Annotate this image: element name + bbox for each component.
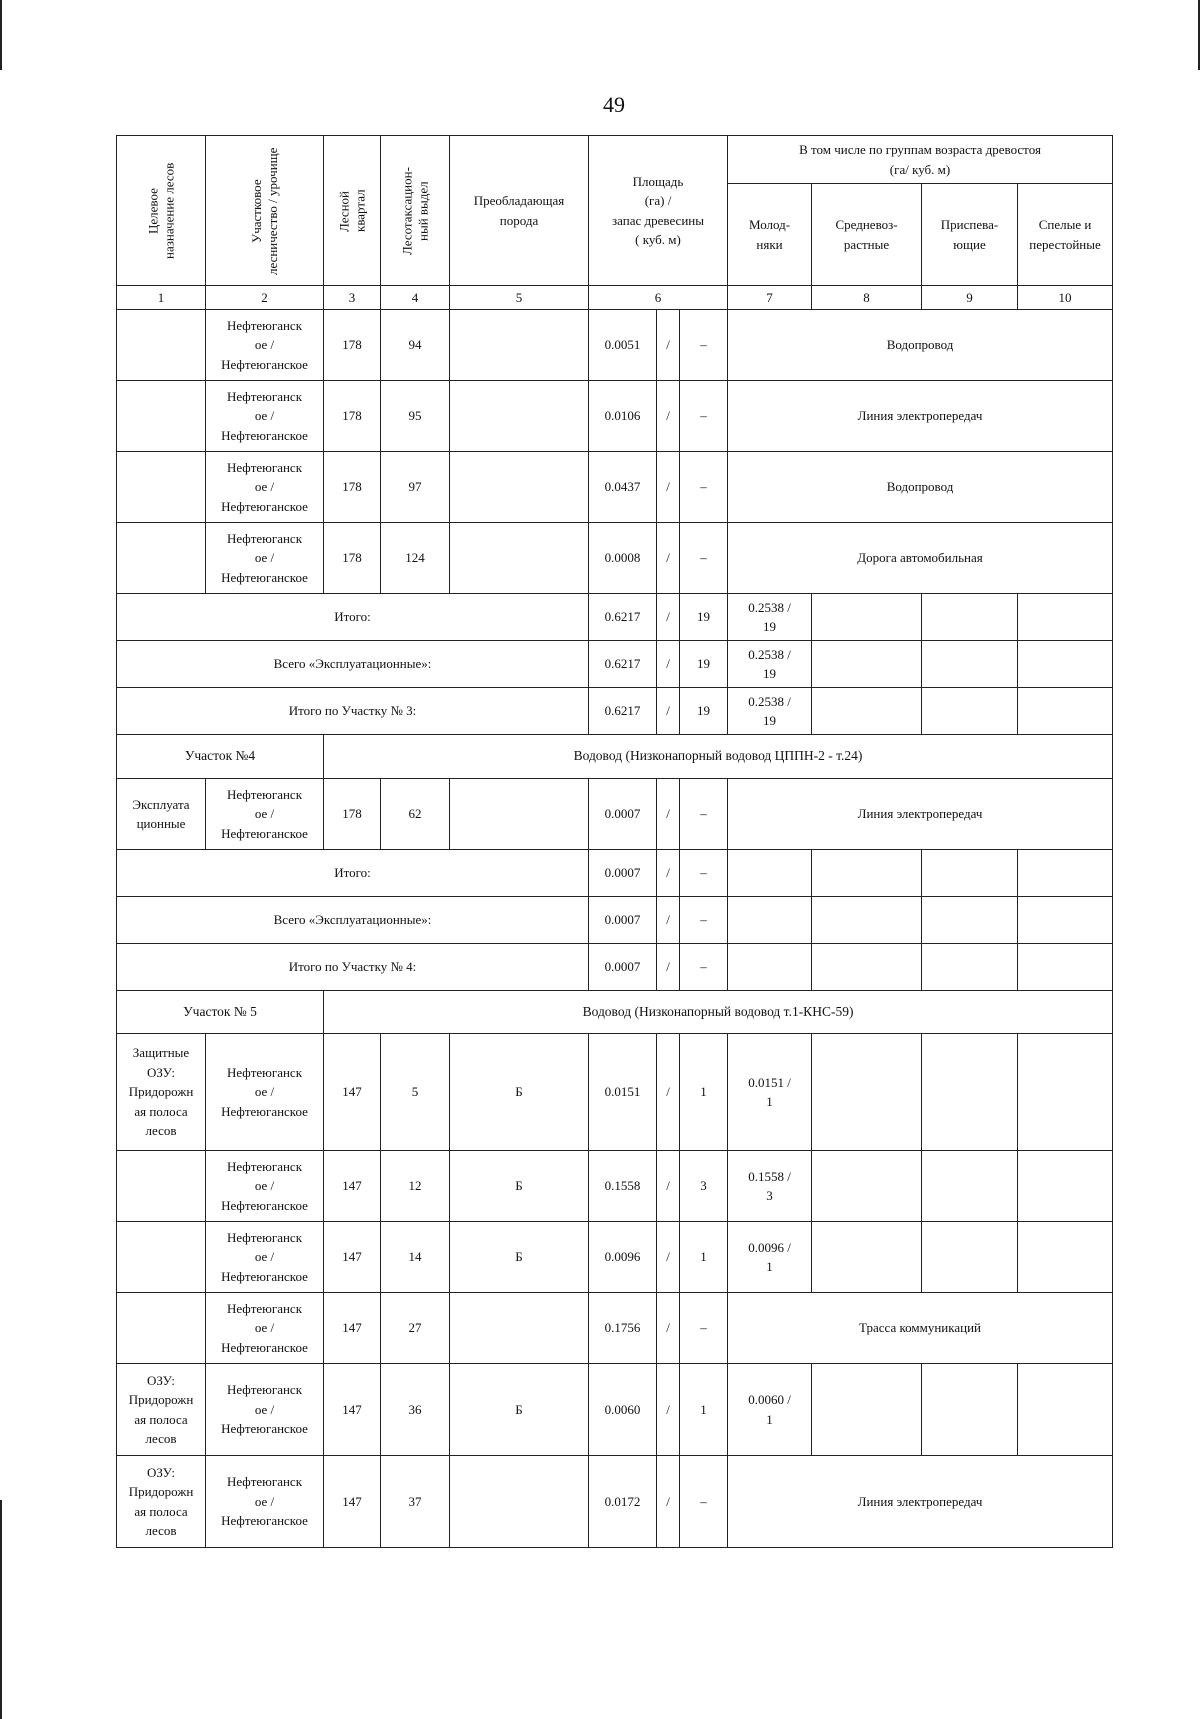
cell-stock: – <box>680 1293 728 1364</box>
cell-quarter: 178 <box>324 523 381 594</box>
total-label: Итого: <box>117 850 589 897</box>
cell-vydel: 14 <box>381 1222 450 1293</box>
cell-stock: – <box>680 452 728 523</box>
cell-area-separator: / <box>657 1222 680 1293</box>
cell-forestry: Нефтеюганск ое / Нефтеюганское <box>206 381 324 452</box>
cell-area: 0.6217 <box>589 641 657 688</box>
cell-purpose <box>117 452 206 523</box>
table-row <box>117 1456 1113 1548</box>
section-title: Водовод (Низконапорный водовод ЦППН-2 - т.24) <box>324 735 1113 779</box>
page-number: 49 <box>603 92 625 117</box>
cell-purpose-note: Линия электропередач <box>728 381 1113 452</box>
cell-maturing <box>922 1364 1018 1456</box>
cell-area: 0.1558 <box>589 1151 657 1222</box>
column-index: 4 <box>381 286 450 310</box>
cell-quarter: 147 <box>324 1456 381 1548</box>
cell-young <box>728 944 812 991</box>
total-row <box>117 641 1113 688</box>
header-forest-quarter: Лесной квартал <box>324 136 381 286</box>
cell-area-separator: / <box>657 310 680 381</box>
section-row <box>117 735 1113 779</box>
cell-area: 0.6217 <box>589 688 657 735</box>
cell-purpose: Защитные ОЗУ: Придорожн ая полоса лесов <box>117 1034 206 1151</box>
cell-young <box>728 897 812 944</box>
column-index: 2 <box>206 286 324 310</box>
section-plot-label: Участок № 5 <box>117 991 324 1034</box>
total-label: Всего «Эксплуатационные»: <box>117 641 589 688</box>
cell-area-separator: / <box>657 779 680 850</box>
cell-vydel: 36 <box>381 1364 450 1456</box>
cell-area-separator: / <box>657 641 680 688</box>
left-margin-line <box>0 0 2 70</box>
cell-young: 0.0151 / 1 <box>728 1034 812 1151</box>
cell-forestry: Нефтеюганск ое / Нефтеюганское <box>206 452 324 523</box>
cell-species: Б <box>450 1222 589 1293</box>
cell-quarter: 147 <box>324 1293 381 1364</box>
cell-area: 0.0051 <box>589 310 657 381</box>
cell-purpose: ОЗУ: Придорожн ая полоса лесов <box>117 1456 206 1548</box>
cell-species <box>450 1293 589 1364</box>
cell-stock: 19 <box>680 641 728 688</box>
cell-young: 0.2538 / 19 <box>728 594 812 641</box>
cell-forestry: Нефтеюганск ое / Нефтеюганское <box>206 1222 324 1293</box>
header-young: Молод- няки <box>728 184 812 286</box>
cell-mature <box>1018 1034 1113 1151</box>
cell-purpose-note: Водопровод <box>728 452 1113 523</box>
cell-purpose <box>117 1293 206 1364</box>
cell-maturing <box>922 1034 1018 1151</box>
cell-middle-aged <box>812 1222 922 1293</box>
cell-area-separator: / <box>657 944 680 991</box>
cell-middle-aged <box>812 1364 922 1456</box>
cell-quarter: 178 <box>324 310 381 381</box>
total-row <box>117 594 1113 641</box>
column-index: 6 <box>589 286 728 310</box>
header-row-top <box>117 136 1113 184</box>
section-plot-label: Участок №4 <box>117 735 324 779</box>
cell-forestry: Нефтеюганск ое / Нефтеюганское <box>206 1293 324 1364</box>
cell-forestry: Нефтеюганск ое / Нефтеюганское <box>206 1364 324 1456</box>
table-row <box>117 381 1113 452</box>
total-row <box>117 944 1113 991</box>
cell-maturing <box>922 1151 1018 1222</box>
table-row <box>117 1293 1113 1364</box>
column-index: 1 <box>117 286 206 310</box>
cell-vydel: 5 <box>381 1034 450 1151</box>
cell-mature <box>1018 1364 1113 1456</box>
cell-species <box>450 779 589 850</box>
total-label: Итого по Участку № 4: <box>117 944 589 991</box>
column-index: 9 <box>922 286 1018 310</box>
cell-area-separator: / <box>657 1364 680 1456</box>
cell-area: 0.0007 <box>589 944 657 991</box>
cell-stock: – <box>680 897 728 944</box>
cell-quarter: 178 <box>324 452 381 523</box>
total-label: Всего «Эксплуатационные»: <box>117 897 589 944</box>
cell-stock: – <box>680 779 728 850</box>
cell-stock: – <box>680 310 728 381</box>
cell-middle-aged <box>812 1034 922 1151</box>
column-index-row <box>117 286 1113 310</box>
table-row <box>117 310 1113 381</box>
cell-stock: – <box>680 850 728 897</box>
cell-quarter: 147 <box>324 1151 381 1222</box>
cell-area-separator: / <box>657 1151 680 1222</box>
header-taxation-unit: Лесотаксацион- ный выдел <box>381 136 450 286</box>
left-margin-line <box>0 1500 2 1719</box>
forest-table <box>116 135 1113 1548</box>
cell-quarter: 147 <box>324 1034 381 1151</box>
cell-species <box>450 381 589 452</box>
cell-area-separator: / <box>657 594 680 641</box>
cell-area-separator: / <box>657 523 680 594</box>
section-row <box>117 991 1113 1034</box>
cell-area: 0.0437 <box>589 452 657 523</box>
header-area-stock: Площадь (га) / запас древесины ( куб. м) <box>589 136 728 286</box>
cell-maturing <box>922 1222 1018 1293</box>
header-mature-overmature: Спелые и перестойные <box>1018 184 1113 286</box>
cell-mature <box>1018 850 1113 897</box>
cell-area: 0.0106 <box>589 381 657 452</box>
cell-area-separator: / <box>657 381 680 452</box>
cell-maturing <box>922 850 1018 897</box>
cell-forestry: Нефтеюганск ое / Нефтеюганское <box>206 1151 324 1222</box>
cell-maturing <box>922 897 1018 944</box>
cell-purpose-note: Трасса коммуникаций <box>728 1293 1113 1364</box>
cell-middle-aged <box>812 641 922 688</box>
cell-area: 0.1756 <box>589 1293 657 1364</box>
table-row <box>117 523 1113 594</box>
cell-stock: 19 <box>680 594 728 641</box>
cell-young <box>728 850 812 897</box>
total-label: Итого по Участку № 3: <box>117 688 589 735</box>
cell-vydel: 94 <box>381 310 450 381</box>
header-target-purpose: Целевое назначение лесов <box>117 136 206 286</box>
cell-vydel: 124 <box>381 523 450 594</box>
cell-stock: – <box>680 381 728 452</box>
cell-vydel: 27 <box>381 1293 450 1364</box>
cell-mature <box>1018 944 1113 991</box>
cell-area-separator: / <box>657 850 680 897</box>
cell-forestry: Нефтеюганск ое / Нефтеюганское <box>206 523 324 594</box>
column-index: 8 <box>812 286 922 310</box>
table-row <box>117 779 1113 850</box>
total-row <box>117 897 1113 944</box>
cell-species <box>450 310 589 381</box>
cell-middle-aged <box>812 897 922 944</box>
cell-species <box>450 452 589 523</box>
header-maturing: Приспева- ющие <box>922 184 1018 286</box>
cell-forestry: Нефтеюганск ое / Нефтеюганское <box>206 310 324 381</box>
cell-stock: 1 <box>680 1364 728 1456</box>
cell-stock: – <box>680 523 728 594</box>
cell-vydel: 62 <box>381 779 450 850</box>
cell-middle-aged <box>812 850 922 897</box>
cell-purpose: ОЗУ: Придорожн ая полоса лесов <box>117 1364 206 1456</box>
cell-middle-aged <box>812 594 922 641</box>
cell-mature <box>1018 897 1113 944</box>
table-row <box>117 1222 1113 1293</box>
cell-purpose-note: Водопровод <box>728 310 1113 381</box>
cell-mature <box>1018 594 1113 641</box>
cell-species: Б <box>450 1034 589 1151</box>
cell-mature <box>1018 688 1113 735</box>
cell-purpose <box>117 381 206 452</box>
cell-purpose-note: Линия электропередач <box>728 779 1113 850</box>
cell-purpose <box>117 1222 206 1293</box>
table-row <box>117 1151 1113 1222</box>
cell-area: 0.0060 <box>589 1364 657 1456</box>
cell-stock: – <box>680 944 728 991</box>
header-forestry: Участковое лесничество / урочище <box>206 136 324 286</box>
section-title: Водовод (Низконапорный водовод т.1-КНС-59) <box>324 991 1113 1034</box>
cell-forestry: Нефтеюганск ое / Нефтеюганское <box>206 1034 324 1151</box>
cell-maturing <box>922 944 1018 991</box>
header-middle-aged: Средневоз- растные <box>812 184 922 286</box>
cell-maturing <box>922 688 1018 735</box>
cell-stock: – <box>680 1456 728 1548</box>
table-row <box>117 452 1113 523</box>
total-label: Итого: <box>117 594 589 641</box>
cell-vydel: 12 <box>381 1151 450 1222</box>
cell-area: 0.0172 <box>589 1456 657 1548</box>
cell-mature <box>1018 641 1113 688</box>
cell-purpose <box>117 310 206 381</box>
cell-species <box>450 1456 589 1548</box>
cell-stock: 3 <box>680 1151 728 1222</box>
total-row <box>117 688 1113 735</box>
cell-middle-aged <box>812 944 922 991</box>
cell-species <box>450 523 589 594</box>
cell-vydel: 97 <box>381 452 450 523</box>
cell-species: Б <box>450 1364 589 1456</box>
cell-purpose-note: Дорога автомобильная <box>728 523 1113 594</box>
cell-area: 0.0096 <box>589 1222 657 1293</box>
cell-forestry: Нефтеюганск ое / Нефтеюганское <box>206 779 324 850</box>
cell-area-separator: / <box>657 688 680 735</box>
cell-mature <box>1018 1151 1113 1222</box>
cell-quarter: 147 <box>324 1364 381 1456</box>
cell-area: 0.0007 <box>589 850 657 897</box>
cell-maturing <box>922 594 1018 641</box>
cell-area: 0.0008 <box>589 523 657 594</box>
cell-quarter: 147 <box>324 1222 381 1293</box>
cell-vydel: 37 <box>381 1456 450 1548</box>
header-dominant-species: Преобладающая порода <box>450 136 589 286</box>
cell-quarter: 178 <box>324 779 381 850</box>
cell-maturing <box>922 641 1018 688</box>
cell-vydel: 95 <box>381 381 450 452</box>
cell-purpose <box>117 1151 206 1222</box>
cell-area-separator: / <box>657 452 680 523</box>
cell-area-separator: / <box>657 897 680 944</box>
cell-young: 0.2538 / 19 <box>728 641 812 688</box>
column-index: 3 <box>324 286 381 310</box>
cell-species: Б <box>450 1151 589 1222</box>
cell-stock: 1 <box>680 1034 728 1151</box>
cell-forestry: Нефтеюганск ое / Нефтеюганское <box>206 1456 324 1548</box>
cell-area: 0.0007 <box>589 779 657 850</box>
column-index: 7 <box>728 286 812 310</box>
cell-young: 0.0060 / 1 <box>728 1364 812 1456</box>
cell-area-separator: / <box>657 1034 680 1151</box>
cell-young: 0.1558 / 3 <box>728 1151 812 1222</box>
cell-stock: 1 <box>680 1222 728 1293</box>
cell-area: 0.0007 <box>589 897 657 944</box>
cell-young: 0.0096 / 1 <box>728 1222 812 1293</box>
table-row <box>117 1034 1113 1151</box>
header-age-groups: В том числе по группам возраста древостоя (га/ куб. м) <box>728 136 1113 184</box>
cell-stock: 19 <box>680 688 728 735</box>
column-index: 10 <box>1018 286 1113 310</box>
cell-area: 0.0151 <box>589 1034 657 1151</box>
cell-area: 0.6217 <box>589 594 657 641</box>
cell-middle-aged <box>812 688 922 735</box>
column-index: 5 <box>450 286 589 310</box>
cell-mature <box>1018 1222 1113 1293</box>
cell-purpose <box>117 523 206 594</box>
cell-middle-aged <box>812 1151 922 1222</box>
total-row <box>117 850 1113 897</box>
cell-purpose-note: Линия электропередач <box>728 1456 1113 1548</box>
table-row <box>117 1364 1113 1456</box>
cell-purpose: Эксплуата ционные <box>117 779 206 850</box>
cell-area-separator: / <box>657 1293 680 1364</box>
cell-area-separator: / <box>657 1456 680 1548</box>
cell-young: 0.2538 / 19 <box>728 688 812 735</box>
cell-quarter: 178 <box>324 381 381 452</box>
